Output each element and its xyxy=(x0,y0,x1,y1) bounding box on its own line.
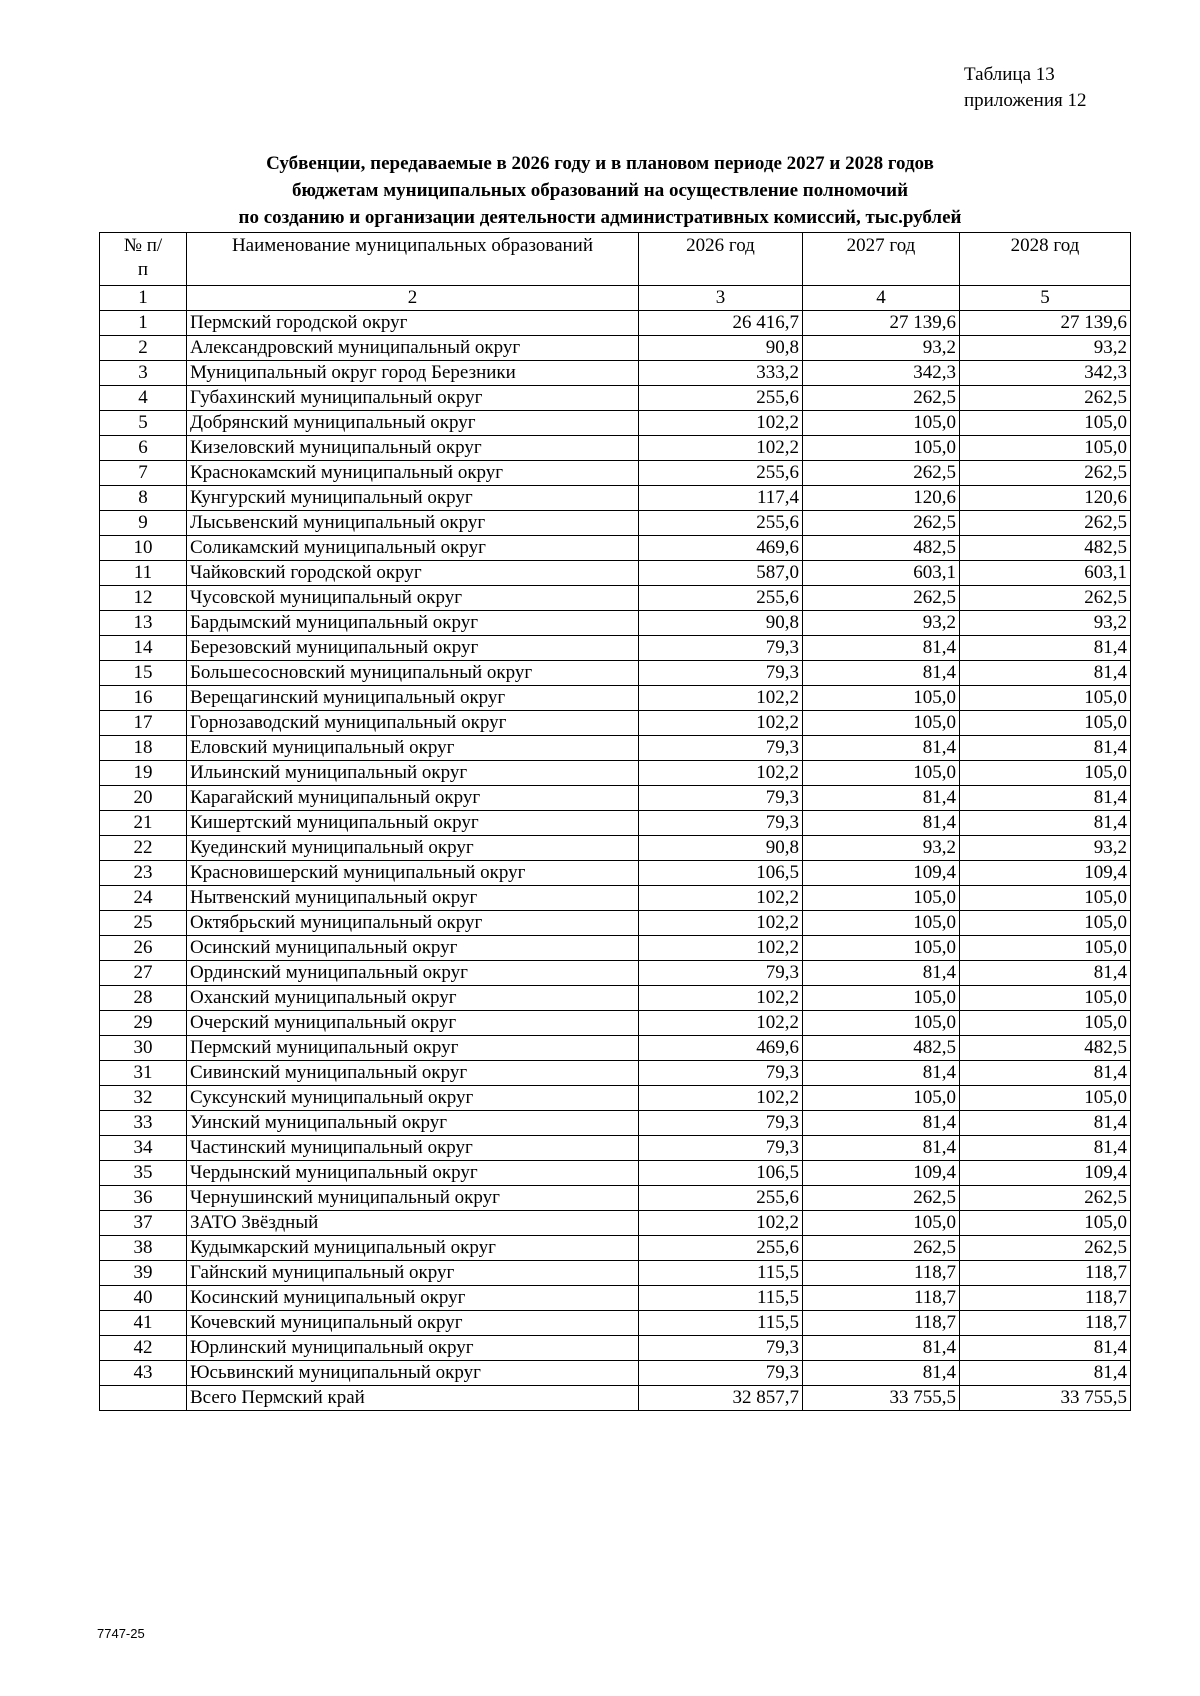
value-2027: 81,4 xyxy=(803,636,960,661)
value-2028: 105,0 xyxy=(960,1086,1131,1111)
table-row xyxy=(100,786,1131,811)
value-2027: 81,4 xyxy=(803,1111,960,1136)
row-number: 15 xyxy=(100,661,187,686)
municipality-name: Карагайский муниципальный округ xyxy=(187,786,639,811)
table-row xyxy=(100,1336,1131,1361)
value-2027: 118,7 xyxy=(803,1261,960,1286)
value-2028: 81,4 xyxy=(960,811,1131,836)
value-2026: 587,0 xyxy=(639,561,803,586)
value-2026: 79,3 xyxy=(639,1136,803,1161)
table-row xyxy=(100,686,1131,711)
value-2026: 255,6 xyxy=(639,461,803,486)
municipality-name: Александровский муниципальный округ xyxy=(187,336,639,361)
value-2028: 93,2 xyxy=(960,836,1131,861)
value-2028: 81,4 xyxy=(960,961,1131,986)
table-row xyxy=(100,936,1131,961)
value-2028: 93,2 xyxy=(960,336,1131,361)
municipality-name: Октябрьский муниципальный округ xyxy=(187,911,639,936)
value-2026: 469,6 xyxy=(639,536,803,561)
table-row xyxy=(100,511,1131,536)
municipality-name: Кунгурский муниципальный округ xyxy=(187,486,639,511)
value-2026: 255,6 xyxy=(639,1236,803,1261)
value-2027: 93,2 xyxy=(803,336,960,361)
value-2026: 79,3 xyxy=(639,636,803,661)
value-2027: 482,5 xyxy=(803,536,960,561)
table-row xyxy=(100,1086,1131,1111)
value-2026: 102,2 xyxy=(639,886,803,911)
title-line-2: бюджетам муниципальных образований на осуществление полномочий xyxy=(291,180,909,201)
value-2027: 262,5 xyxy=(803,1186,960,1211)
value-2027: 81,4 xyxy=(803,661,960,686)
column-number: 5 xyxy=(960,286,1131,311)
value-2028: 262,5 xyxy=(960,1236,1131,1261)
table-row xyxy=(100,886,1131,911)
row-number: 38 xyxy=(100,1236,187,1261)
municipality-name: Краснокамский муниципальный округ xyxy=(187,461,639,486)
row-number: 25 xyxy=(100,911,187,936)
row-number: 9 xyxy=(100,511,187,536)
value-2026: 102,2 xyxy=(639,936,803,961)
municipality-name: Добрянский муниципальный округ xyxy=(187,411,639,436)
table-row xyxy=(100,736,1131,761)
municipality-name: Пермский городской округ xyxy=(187,311,639,336)
table-row xyxy=(100,636,1131,661)
table-row xyxy=(100,361,1131,386)
value-2027: 262,5 xyxy=(803,586,960,611)
table-row xyxy=(100,436,1131,461)
value-2028: 105,0 xyxy=(960,911,1131,936)
column-number: 3 xyxy=(639,286,803,311)
municipality-name: Пермский муниципальный округ xyxy=(187,1036,639,1061)
value-2027: 81,4 xyxy=(803,1336,960,1361)
municipality-name: Чусовской муниципальный округ xyxy=(187,586,639,611)
value-2028: 81,4 xyxy=(960,1136,1131,1161)
table-row xyxy=(100,1111,1131,1136)
value-2026: 102,2 xyxy=(639,686,803,711)
column-header-2028: 2028 год xyxy=(960,233,1131,286)
row-number: 4 xyxy=(100,386,187,411)
value-2026: 333,2 xyxy=(639,361,803,386)
value-2026: 102,2 xyxy=(639,911,803,936)
value-2026: 115,5 xyxy=(639,1311,803,1336)
subventions-table xyxy=(99,232,1131,1411)
value-2027: 603,1 xyxy=(803,561,960,586)
table-row xyxy=(100,1311,1131,1336)
table-row xyxy=(100,336,1131,361)
row-number: 30 xyxy=(100,1036,187,1061)
row-number: 12 xyxy=(100,586,187,611)
value-2026: 79,3 xyxy=(639,1111,803,1136)
value-2028: 262,5 xyxy=(960,386,1131,411)
value-2028: 81,4 xyxy=(960,661,1131,686)
row-number: 21 xyxy=(100,811,187,836)
table-row xyxy=(100,1186,1131,1211)
municipality-name: Чердынский муниципальный округ xyxy=(187,1161,639,1186)
table-header-row xyxy=(100,233,1131,286)
municipality-name: Частинский муниципальный округ xyxy=(187,1136,639,1161)
value-2027: 93,2 xyxy=(803,836,960,861)
municipality-name: Очерский муниципальный округ xyxy=(187,1011,639,1036)
value-2027: 105,0 xyxy=(803,686,960,711)
value-2026: 255,6 xyxy=(639,511,803,536)
value-2027: 482,5 xyxy=(803,1036,960,1061)
municipality-name: Осинский муниципальный округ xyxy=(187,936,639,961)
value-2028: 262,5 xyxy=(960,511,1131,536)
value-2028: 33 755,5 xyxy=(960,1386,1131,1411)
value-2026: 106,5 xyxy=(639,1161,803,1186)
value-2028: 262,5 xyxy=(960,461,1131,486)
row-number: 17 xyxy=(100,711,187,736)
municipality-name: Лысьвенский муниципальный округ xyxy=(187,511,639,536)
value-2028: 105,0 xyxy=(960,436,1131,461)
value-2027: 342,3 xyxy=(803,361,960,386)
title-line-3: по созданию и организации деятельности административных комиссий, тыс.рублей xyxy=(238,207,962,228)
value-2027: 81,4 xyxy=(803,961,960,986)
table-row xyxy=(100,461,1131,486)
row-number: 37 xyxy=(100,1211,187,1236)
value-2028: 105,0 xyxy=(960,411,1131,436)
table-row xyxy=(100,586,1131,611)
value-2026: 255,6 xyxy=(639,1186,803,1211)
row-number: 5 xyxy=(100,411,187,436)
value-2026: 79,3 xyxy=(639,661,803,686)
municipality-name: Соликамский муниципальный округ xyxy=(187,536,639,561)
value-2028: 105,0 xyxy=(960,711,1131,736)
column-header-name: Наименование муниципальных образований xyxy=(187,233,639,286)
document-title xyxy=(0,150,1200,231)
row-number: 16 xyxy=(100,686,187,711)
value-2028: 482,5 xyxy=(960,1036,1131,1061)
row-number: 8 xyxy=(100,486,187,511)
row-number: 18 xyxy=(100,736,187,761)
value-2027: 262,5 xyxy=(803,461,960,486)
row-number: 31 xyxy=(100,1061,187,1086)
municipality-name: Бардымский муниципальный округ xyxy=(187,611,639,636)
row-number: 32 xyxy=(100,1086,187,1111)
row-number: 40 xyxy=(100,1286,187,1311)
value-2027: 105,0 xyxy=(803,436,960,461)
row-number: 23 xyxy=(100,861,187,886)
value-2028: 105,0 xyxy=(960,936,1131,961)
value-2027: 118,7 xyxy=(803,1286,960,1311)
value-2027: 81,4 xyxy=(803,736,960,761)
municipality-name: Ильинский муниципальный округ xyxy=(187,761,639,786)
table-caption xyxy=(964,62,1086,114)
value-2028: 105,0 xyxy=(960,1011,1131,1036)
appendix-label: приложения 12 xyxy=(964,90,1087,111)
municipality-name: Косинский муниципальный округ xyxy=(187,1286,639,1311)
municipality-name: Горнозаводский муниципальный округ xyxy=(187,711,639,736)
table-row xyxy=(100,661,1131,686)
value-2026: 79,3 xyxy=(639,1336,803,1361)
row-number: 39 xyxy=(100,1261,187,1286)
value-2026: 79,3 xyxy=(639,961,803,986)
table-row xyxy=(100,311,1131,336)
row-number: 11 xyxy=(100,561,187,586)
value-2026: 255,6 xyxy=(639,586,803,611)
row-number: 34 xyxy=(100,1136,187,1161)
row-number: 3 xyxy=(100,361,187,386)
table-number-label: Таблица 13 xyxy=(964,64,1055,85)
value-2028: 27 139,6 xyxy=(960,311,1131,336)
value-2027: 27 139,6 xyxy=(803,311,960,336)
total-row xyxy=(100,1386,1131,1411)
value-2027: 262,5 xyxy=(803,511,960,536)
row-number: 33 xyxy=(100,1111,187,1136)
table-row xyxy=(100,386,1131,411)
row-number: 14 xyxy=(100,636,187,661)
value-2027: 262,5 xyxy=(803,386,960,411)
municipality-name: Большесосновский муниципальный округ xyxy=(187,661,639,686)
column-number: 2 xyxy=(187,286,639,311)
table-row xyxy=(100,611,1131,636)
municipality-name: Нытвенский муниципальный округ xyxy=(187,886,639,911)
table-row xyxy=(100,861,1131,886)
value-2027: 109,4 xyxy=(803,861,960,886)
value-2027: 105,0 xyxy=(803,411,960,436)
municipality-name: Гайнский муниципальный округ xyxy=(187,1261,639,1286)
municipality-name: Березовский муниципальный округ xyxy=(187,636,639,661)
municipality-name: Уинский муниципальный округ xyxy=(187,1111,639,1136)
value-2026: 79,3 xyxy=(639,1361,803,1386)
municipality-name: Верещагинский муниципальный округ xyxy=(187,686,639,711)
column-number: 4 xyxy=(803,286,960,311)
value-2026: 32 857,7 xyxy=(639,1386,803,1411)
value-2027: 81,4 xyxy=(803,811,960,836)
value-2027: 105,0 xyxy=(803,1086,960,1111)
value-2028: 81,4 xyxy=(960,1061,1131,1086)
column-header-number: № п/п xyxy=(100,233,187,286)
value-2028: 262,5 xyxy=(960,586,1131,611)
municipality-name: ЗАТО Звёздный xyxy=(187,1211,639,1236)
table-row xyxy=(100,536,1131,561)
municipality-name: Оханский муниципальный округ xyxy=(187,986,639,1011)
value-2028: 81,4 xyxy=(960,786,1131,811)
row-number: 7 xyxy=(100,461,187,486)
value-2027: 105,0 xyxy=(803,761,960,786)
row-number: 36 xyxy=(100,1186,187,1211)
row-number: 42 xyxy=(100,1336,187,1361)
value-2027: 105,0 xyxy=(803,1211,960,1236)
value-2026: 26 416,7 xyxy=(639,311,803,336)
table-row xyxy=(100,961,1131,986)
value-2028: 120,6 xyxy=(960,486,1131,511)
value-2028: 81,4 xyxy=(960,1361,1131,1386)
value-2027: 105,0 xyxy=(803,1011,960,1036)
row-number: 24 xyxy=(100,886,187,911)
row-number: 41 xyxy=(100,1311,187,1336)
row-number: 29 xyxy=(100,1011,187,1036)
value-2027: 105,0 xyxy=(803,986,960,1011)
value-2026: 79,3 xyxy=(639,1061,803,1086)
value-2028: 342,3 xyxy=(960,361,1131,386)
column-number-row xyxy=(100,286,1131,311)
value-2028: 118,7 xyxy=(960,1261,1131,1286)
value-2027: 105,0 xyxy=(803,711,960,736)
table-row xyxy=(100,1261,1131,1286)
value-2028: 105,0 xyxy=(960,686,1131,711)
value-2026: 102,2 xyxy=(639,436,803,461)
municipality-name: Кишертский муниципальный округ xyxy=(187,811,639,836)
municipality-name: Всего Пермский край xyxy=(187,1386,639,1411)
value-2028: 105,0 xyxy=(960,986,1131,1011)
value-2028: 81,4 xyxy=(960,1336,1131,1361)
row-number: 13 xyxy=(100,611,187,636)
value-2026: 102,2 xyxy=(639,711,803,736)
municipality-name: Кочевский муниципальный округ xyxy=(187,1311,639,1336)
value-2027: 120,6 xyxy=(803,486,960,511)
row-number: 19 xyxy=(100,761,187,786)
row-number: 26 xyxy=(100,936,187,961)
table-row xyxy=(100,1036,1131,1061)
row-number: 28 xyxy=(100,986,187,1011)
value-2026: 102,2 xyxy=(639,761,803,786)
municipality-name: Муниципальный округ город Березники xyxy=(187,361,639,386)
value-2028: 93,2 xyxy=(960,611,1131,636)
value-2028: 118,7 xyxy=(960,1311,1131,1336)
column-header-2027: 2027 год xyxy=(803,233,960,286)
municipality-name: Красновишерский муниципальный округ xyxy=(187,861,639,886)
value-2026: 102,2 xyxy=(639,1011,803,1036)
value-2028: 118,7 xyxy=(960,1286,1131,1311)
column-header-2026: 2026 год xyxy=(639,233,803,286)
value-2026: 102,2 xyxy=(639,1211,803,1236)
municipality-name: Еловский муниципальный округ xyxy=(187,736,639,761)
value-2028: 109,4 xyxy=(960,1161,1131,1186)
value-2028: 109,4 xyxy=(960,861,1131,886)
value-2026: 79,3 xyxy=(639,736,803,761)
value-2028: 105,0 xyxy=(960,886,1131,911)
row-number: 43 xyxy=(100,1361,187,1386)
value-2028: 482,5 xyxy=(960,536,1131,561)
value-2027: 105,0 xyxy=(803,886,960,911)
table-row xyxy=(100,561,1131,586)
table-row xyxy=(100,1011,1131,1036)
municipality-name: Губахинский муниципальный округ xyxy=(187,386,639,411)
title-line-1: Субвенции, передаваемые в 2026 году и в плановом периоде 2027 и 2028 годов xyxy=(266,153,934,174)
value-2027: 93,2 xyxy=(803,611,960,636)
table-row xyxy=(100,711,1131,736)
value-2027: 33 755,5 xyxy=(803,1386,960,1411)
row-number: 22 xyxy=(100,836,187,861)
table-row xyxy=(100,1286,1131,1311)
row-number: 6 xyxy=(100,436,187,461)
municipality-name: Сивинский муниципальный округ xyxy=(187,1061,639,1086)
value-2028: 81,4 xyxy=(960,736,1131,761)
column-number: 1 xyxy=(100,286,187,311)
table-row xyxy=(100,1061,1131,1086)
table-row xyxy=(100,761,1131,786)
municipality-name: Чернушинский муниципальный округ xyxy=(187,1186,639,1211)
table-row xyxy=(100,836,1131,861)
value-2026: 117,4 xyxy=(639,486,803,511)
municipality-name: Юсьвинский муниципальный округ xyxy=(187,1361,639,1386)
value-2026: 79,3 xyxy=(639,811,803,836)
value-2028: 603,1 xyxy=(960,561,1131,586)
municipality-name: Ординский муниципальный округ xyxy=(187,961,639,986)
value-2026: 115,5 xyxy=(639,1261,803,1286)
value-2027: 105,0 xyxy=(803,936,960,961)
municipality-name: Юрлинский муниципальный округ xyxy=(187,1336,639,1361)
value-2026: 79,3 xyxy=(639,786,803,811)
value-2027: 81,4 xyxy=(803,1361,960,1386)
value-2026: 255,6 xyxy=(639,386,803,411)
value-2027: 81,4 xyxy=(803,786,960,811)
value-2026: 102,2 xyxy=(639,986,803,1011)
value-2028: 105,0 xyxy=(960,1211,1131,1236)
value-2026: 90,8 xyxy=(639,336,803,361)
value-2027: 81,4 xyxy=(803,1136,960,1161)
table-row xyxy=(100,1361,1131,1386)
value-2026: 90,8 xyxy=(639,836,803,861)
municipality-name: Куединский муниципальный округ xyxy=(187,836,639,861)
value-2026: 106,5 xyxy=(639,861,803,886)
table-row xyxy=(100,986,1131,1011)
value-2027: 105,0 xyxy=(803,911,960,936)
value-2027: 262,5 xyxy=(803,1236,960,1261)
value-2026: 469,6 xyxy=(639,1036,803,1061)
document-code: 7747-25 xyxy=(97,1626,145,1641)
table-row xyxy=(100,811,1131,836)
row-number: 35 xyxy=(100,1161,187,1186)
value-2028: 81,4 xyxy=(960,636,1131,661)
row-number: 10 xyxy=(100,536,187,561)
table-row xyxy=(100,486,1131,511)
municipality-name: Чайковский городской округ xyxy=(187,561,639,586)
table-row xyxy=(100,1136,1131,1161)
table-row xyxy=(100,1211,1131,1236)
value-2028: 105,0 xyxy=(960,761,1131,786)
value-2027: 109,4 xyxy=(803,1161,960,1186)
value-2026: 115,5 xyxy=(639,1286,803,1311)
row-number: 2 xyxy=(100,336,187,361)
value-2027: 81,4 xyxy=(803,1061,960,1086)
value-2026: 102,2 xyxy=(639,411,803,436)
row-number: 20 xyxy=(100,786,187,811)
municipality-name: Кизеловский муниципальный округ xyxy=(187,436,639,461)
municipality-name: Кудымкарский муниципальный округ xyxy=(187,1236,639,1261)
table-row xyxy=(100,911,1131,936)
table-row xyxy=(100,1236,1131,1261)
table-row xyxy=(100,411,1131,436)
row-number xyxy=(100,1386,187,1411)
value-2026: 102,2 xyxy=(639,1086,803,1111)
value-2028: 262,5 xyxy=(960,1186,1131,1211)
value-2026: 90,8 xyxy=(639,611,803,636)
row-number: 1 xyxy=(100,311,187,336)
table-row xyxy=(100,1161,1131,1186)
row-number: 27 xyxy=(100,961,187,986)
municipality-name: Суксунский муниципальный округ xyxy=(187,1086,639,1111)
value-2028: 81,4 xyxy=(960,1111,1131,1136)
value-2027: 118,7 xyxy=(803,1311,960,1336)
